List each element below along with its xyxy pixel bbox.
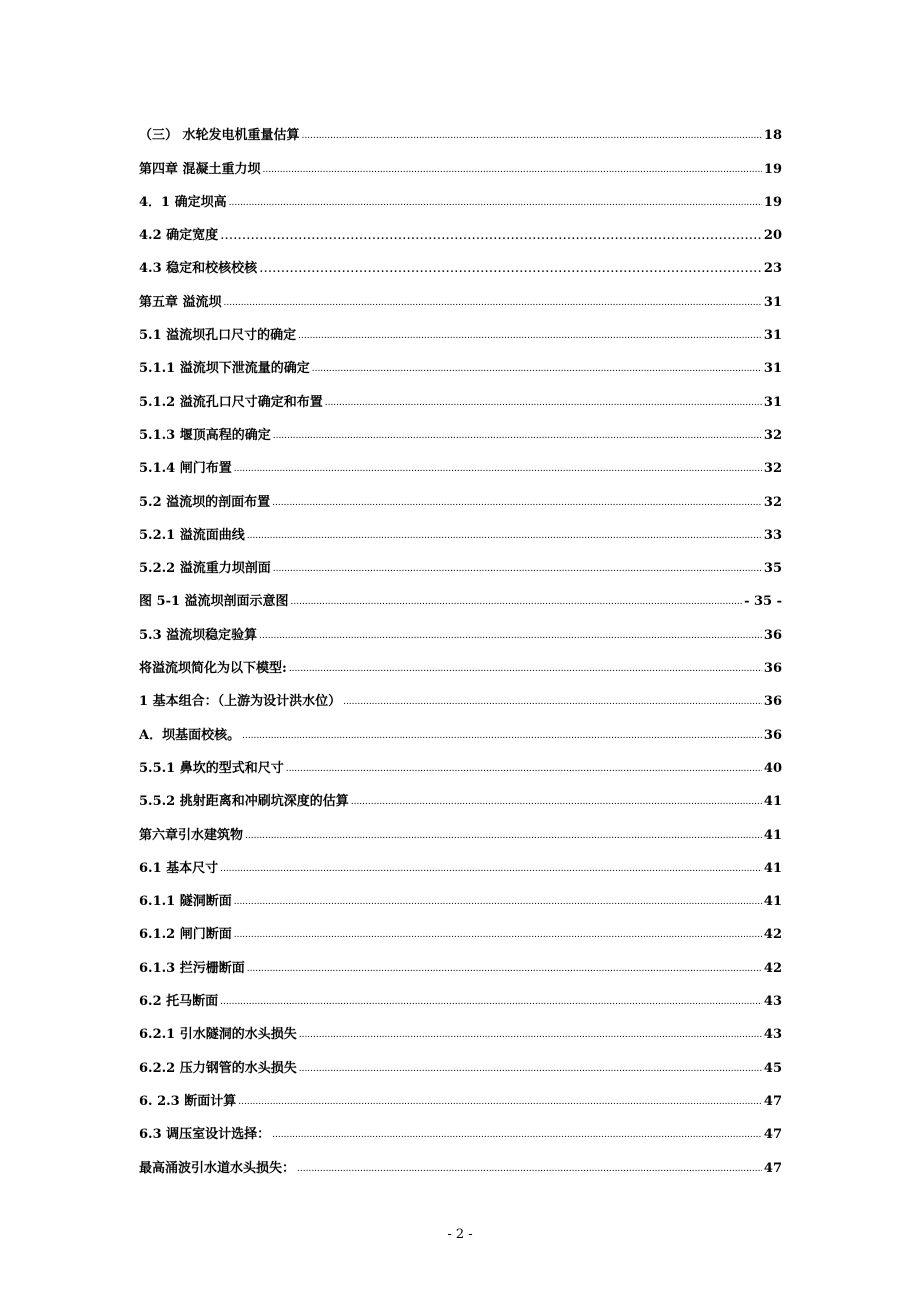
toc-entry-page: 43 [763, 1027, 782, 1043]
toc-entry[interactable] [139, 977, 782, 1010]
toc-entry-label: 6.1.3 拦污栅断面 [139, 960, 245, 976]
toc-entry[interactable] [139, 577, 782, 610]
toc-entry-label: 图 5-1 溢流坝剖面示意图 [139, 594, 289, 610]
toc-entry-page: 31 [763, 361, 782, 377]
toc-entry[interactable] [139, 111, 782, 144]
toc-entry[interactable] [139, 411, 782, 444]
toc-entry-label: 6.2.1 引水隧洞的水头损失 [139, 1027, 297, 1043]
toc-entry-page: 18 [763, 128, 782, 144]
toc-entry[interactable] [139, 344, 782, 377]
toc-leader-dots [245, 827, 762, 844]
toc-leader-dots [302, 127, 762, 144]
toc-entry-page: 41 [763, 894, 782, 910]
toc-entry[interactable] [139, 1010, 782, 1043]
toc-entry[interactable] [139, 744, 782, 777]
toc-entry-page: 45 [763, 1060, 782, 1076]
toc-leader-dots [263, 161, 762, 178]
toc-entry-page: 47 [763, 1093, 782, 1109]
toc-entry-page: 47 [763, 1127, 782, 1143]
toc-leader-dots [272, 1126, 762, 1143]
toc-entry[interactable] [139, 277, 782, 310]
toc-leader-dots [247, 960, 762, 977]
toc-leader-dots [273, 427, 762, 444]
toc-entry[interactable] [139, 178, 782, 211]
toc-entry-page: 41 [763, 860, 782, 876]
toc-entry[interactable] [139, 877, 782, 910]
toc-entry-label: 6.1.1 隧洞断面 [139, 894, 232, 910]
toc-entry-label: 5.1.4 闸门布置 [139, 461, 232, 477]
toc-entry-page: 31 [763, 328, 782, 344]
toc-entry[interactable] [139, 777, 782, 810]
toc-entry-page: 42 [763, 927, 782, 943]
toc-entry[interactable] [139, 810, 782, 843]
toc-leader-dots [289, 660, 762, 677]
toc-entry[interactable] [139, 710, 782, 743]
toc-leader-dots [259, 627, 762, 644]
toc-entry-label: 6. 2.3 断面计算 [139, 1093, 237, 1109]
toc-entry-label: 5.1.1 溢流坝下泄流量的确定 [139, 361, 310, 377]
toc-entry[interactable] [139, 610, 782, 643]
toc-entry-page: 36 [763, 727, 782, 743]
toc-entry[interactable] [139, 844, 782, 877]
toc-leader-dots [224, 294, 762, 311]
toc-entry-label: 最高涌波引水道水头损失： [139, 1160, 296, 1176]
toc-entry-label: 5.2 溢流坝的剖面布置 [139, 494, 271, 510]
toc-entry-label: 6.1 基本尺寸 [139, 860, 219, 876]
toc-leader-dots [312, 360, 762, 377]
toc-entry-label: 第四章 混凝土重力坝 [139, 161, 261, 177]
toc-entry-label: 5.2.1 溢流面曲线 [139, 527, 245, 543]
toc-entry-label: 将溢流坝简化为以下模型: [139, 661, 287, 677]
toc-leader-dots [297, 1160, 762, 1177]
toc-leader-dots [238, 1093, 762, 1110]
toc-leader-dots [298, 327, 762, 344]
toc-entry-page: 36 [763, 661, 782, 677]
toc-entry[interactable] [139, 943, 782, 976]
toc-entry-label: 5.2.2 溢流重力坝剖面 [139, 561, 271, 577]
table-of-contents [139, 111, 782, 1177]
toc-entry-label: 4.3 稳定和校核校核 [139, 261, 258, 277]
toc-entry-page: 19 [763, 194, 782, 210]
toc-entry[interactable] [139, 644, 782, 677]
toc-leader-dots [259, 261, 762, 277]
toc-entry[interactable] [139, 444, 782, 477]
toc-leader-dots [325, 394, 762, 411]
toc-entry-page: 40 [763, 760, 782, 776]
toc-entry-label: 6.2.2 压力钢管的水头损失 [139, 1060, 297, 1076]
toc-entry[interactable] [139, 377, 782, 410]
toc-leader-dots [299, 1026, 762, 1043]
toc-entry-label: A．坝基面校核。 [139, 727, 241, 743]
toc-entry-page: 31 [763, 294, 782, 310]
toc-leader-dots [343, 693, 762, 710]
toc-entry-label: 5.3 溢流坝稳定验算 [139, 627, 258, 643]
toc-entry[interactable] [139, 544, 782, 577]
toc-leader-dots [299, 1060, 762, 1077]
toc-leader-dots [234, 893, 762, 910]
toc-entry-page: 20 [763, 228, 782, 244]
toc-entry-label: （三） 水轮发电机重量估算 [139, 128, 300, 144]
toc-entry[interactable] [139, 1143, 782, 1176]
toc-leader-dots [291, 593, 743, 610]
toc-entry-page: 36 [763, 694, 782, 710]
toc-entry-page: 23 [763, 261, 782, 277]
toc-leader-dots [234, 460, 762, 477]
toc-entry-page: 32 [763, 461, 782, 477]
toc-entry-label: 第六章引水建筑物 [139, 827, 244, 843]
toc-entry-label: 5.1 溢流坝孔口尺寸的确定 [139, 328, 297, 344]
toc-leader-dots [220, 993, 762, 1010]
toc-entry-page: 19 [763, 161, 782, 177]
toc-entry[interactable] [139, 1043, 782, 1076]
toc-leader-dots [234, 926, 762, 943]
toc-entry[interactable] [139, 211, 782, 244]
toc-entry-page: 33 [763, 527, 782, 543]
toc-leader-dots [220, 860, 762, 877]
toc-entry[interactable] [139, 677, 782, 710]
toc-entry[interactable] [139, 144, 782, 177]
toc-entry-label: 6.1.2 闸门断面 [139, 927, 232, 943]
toc-entry-page: 32 [763, 427, 782, 443]
toc-entry-label: 5.5.1 鼻坎的型式和尺寸 [139, 760, 284, 776]
toc-leader-dots [273, 560, 762, 577]
toc-entry-label: 5.5.2 挑射距离和冲刷坑深度的估算 [139, 794, 349, 810]
toc-leader-dots [272, 494, 762, 511]
toc-entry-label: 1 基本组合：（上游为设计洪水位） [139, 694, 342, 710]
toc-leader-dots [351, 793, 762, 810]
toc-entry-label: 4．1 确定坝高 [139, 194, 227, 210]
toc-entry-page: 32 [763, 494, 782, 510]
toc-entry[interactable] [139, 910, 782, 943]
toc-entry-label: 5.1.3 堰顶高程的确定 [139, 427, 271, 443]
toc-leader-dots [220, 228, 762, 244]
page-number: - 2 - [447, 1227, 473, 1242]
toc-entry[interactable] [139, 477, 782, 510]
toc-entry-page: 42 [763, 960, 782, 976]
toc-entry-label: 5.1.2 溢流孔口尺寸确定和布置 [139, 394, 323, 410]
toc-entry-page: 43 [763, 994, 782, 1010]
toc-entry-page: 41 [763, 794, 782, 810]
toc-entry-label: 6.2 托马断面 [139, 994, 219, 1010]
toc-entry-page: 36 [763, 627, 782, 643]
toc-entry[interactable] [139, 244, 782, 277]
toc-entry[interactable] [139, 511, 782, 544]
toc-entry-page: - 35 - [744, 594, 782, 610]
toc-leader-dots [242, 727, 762, 744]
toc-entry-page: 41 [763, 827, 782, 843]
toc-entry[interactable] [139, 311, 782, 344]
toc-entry-label: 6.3 调压室设计选择： [139, 1127, 271, 1143]
toc-entry-page: 31 [763, 394, 782, 410]
toc-entry[interactable] [139, 1077, 782, 1110]
toc-entry-page: 47 [763, 1160, 782, 1176]
toc-entry-label: 第五章 溢流坝 [139, 294, 222, 310]
toc-entry[interactable] [139, 1110, 782, 1143]
toc-entry-page: 35 [763, 561, 782, 577]
toc-leader-dots [229, 194, 762, 211]
toc-entry-label: 4.2 确定宽度 [139, 228, 219, 244]
toc-leader-dots [247, 527, 762, 544]
toc-leader-dots [286, 760, 762, 777]
